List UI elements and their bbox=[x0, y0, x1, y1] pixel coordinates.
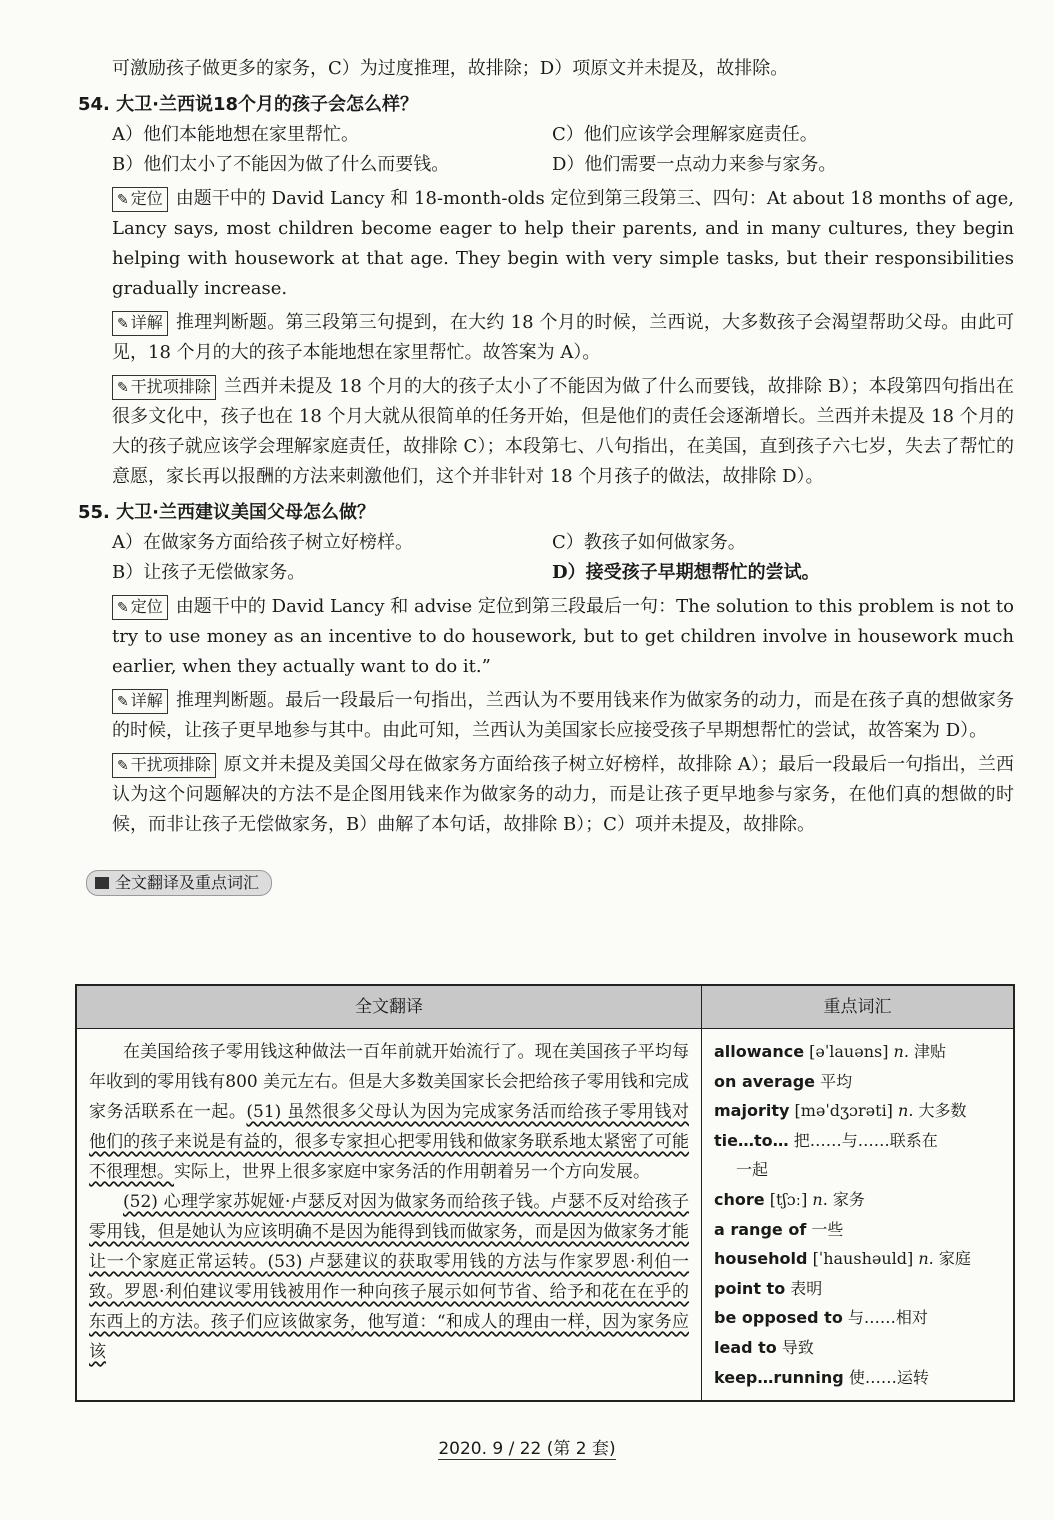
vocab-meaning: 表明 bbox=[790, 1278, 823, 1298]
vocab-phonetic: [tʃɔː] bbox=[769, 1189, 813, 1209]
locate-tag: ✎ 定位 bbox=[112, 187, 168, 212]
vocab-pos: n. bbox=[898, 1101, 919, 1121]
q55-explain bbox=[78, 686, 1014, 746]
vocab-word: chore bbox=[714, 1189, 765, 1209]
vocab-meaning: 一些 bbox=[811, 1219, 844, 1239]
locate-tag: ✎ 定位 bbox=[112, 595, 168, 620]
pen-icon: ✎ bbox=[117, 758, 129, 774]
explain-tag: ✎ 详解 bbox=[112, 311, 168, 336]
distract-tag: ✎ 干扰项排除 bbox=[112, 753, 216, 778]
q54-option-c: C）他们应该学会理解家庭责任。 bbox=[552, 124, 818, 145]
vocab-pos: n. bbox=[893, 1042, 915, 1061]
translation-paragraph-2: (52) 心理学家苏妮娅·卢瑟反对因为做家务而给孩子钱。卢瑟不反对给孩子零用钱，但是她认为应该明确不是因为能得到钱而做家务，而是因为做家务才能让一个家庭正常运转。(53) 卢瑟建议的获取零用钱的方法与作家罗恩·利伯一致。罗恩·利伯建议零用钱被用作一种向孩子展示如何节省、给予和花在在乎的东西上的方法。孩子们应该做家务，他写道：“和成人的理由一样，因为家务应该 bbox=[89, 1192, 690, 1362]
pen-icon: ✎ bbox=[117, 694, 129, 710]
q54-title: 54. 大卫·兰西说18个月的孩子会怎么样？ bbox=[78, 94, 419, 115]
q54-distract-text: 兰西并未提及 18 个月的大的孩子太小了不能因为做了什么而要钱，故排除 B）；本段第四句指出在很多文化中，孩子也在 18 个月大就从很简单的任务开始，但是他们的责任会逐渐增长。兰西并未提及 18 个月的大的孩子就应该学会理解家庭责任，故排除 C）；本段第七、八句指出，在美国，直到孩子六七岁，失去了帮忙的意愿，家长再以报酬的方法来刺激他们，这个并非针对 18 个月孩子的做法，故排除 D）。 bbox=[112, 376, 1014, 487]
vocab-meaning: 平均 bbox=[820, 1071, 853, 1091]
q55-explain-text: 推理判断题。最后一段最后一句指出，兰西认为不要用钱来作为做家务的动力，而是在孩子真的想做家务的时候，让孩子更早地参与其中。由此可知，兰西认为美国家长应接受孩子早期想帮忙的尝试，故答案为 D）。 bbox=[112, 690, 1014, 741]
column-header-vocabulary: 重点词汇 bbox=[702, 985, 1015, 1029]
vocab-meaning: 导致 bbox=[781, 1337, 814, 1357]
vocab-word: a range of bbox=[714, 1219, 807, 1239]
vocab-word: be opposed to bbox=[714, 1308, 843, 1328]
vocab-meaning: 家务 bbox=[832, 1189, 865, 1209]
q55-option-a: A）在做家务方面给孩子树立好榜样。 bbox=[112, 532, 413, 553]
vocab-word: tie…to… bbox=[714, 1130, 789, 1150]
vocab-word: keep…running bbox=[714, 1367, 844, 1387]
q54-distract bbox=[78, 372, 1014, 492]
pen-icon: ✎ bbox=[117, 316, 129, 332]
q55-option-c: C）教孩子如何做家务。 bbox=[552, 532, 746, 553]
q55-locate-text: 由题干中的 David Lancy 和 advise 定位到第三段最后一句：The solution to this problem is not to try to use money as an incentive to do housework, but to get children involve in housework much earlier, when they actually want to do it.” bbox=[112, 596, 1014, 677]
vocab-item bbox=[714, 1185, 1001, 1215]
q54-option-a: A）他们本能地想在家里帮忙。 bbox=[112, 124, 359, 145]
vocabulary-list bbox=[714, 1037, 1001, 1392]
vocab-item bbox=[714, 1274, 1001, 1304]
vocab-item bbox=[714, 1333, 1001, 1363]
vocab-word: point to bbox=[714, 1278, 786, 1298]
q55-option-d: D）接受孩子早期想帮忙的尝试。 bbox=[552, 562, 820, 583]
vocab-meaning: 一起 bbox=[736, 1160, 769, 1180]
vocab-item bbox=[714, 1155, 1001, 1185]
column-header-translation: 全文翻译 bbox=[76, 985, 702, 1029]
vocab-item bbox=[714, 1244, 1001, 1274]
vocab-item bbox=[714, 1067, 1001, 1097]
content bbox=[78, 54, 1014, 898]
vocab-item bbox=[714, 1215, 1001, 1245]
pen-icon: ✎ bbox=[117, 380, 129, 396]
vocab-pos: n. bbox=[812, 1189, 833, 1209]
translation-table bbox=[75, 984, 1015, 1402]
translation-paragraph-1: 在美国给孩子零用钱这种做法一百年前就开始流行了。现在美国孩子平均每年收到的零用钱有800 美元左右。但是大多数美国家长会把给孩子零用钱和完成家务活联系在一起。(51) 虽然很多父母认为因为完成家务活而给孩子零用钱对他们的孩子来说是有益的，很多专家担心把零用钱和做家务联系地太紧密了可能不很理想。实际上，世界上很多家庭中家务活的作用朝着另一个方向发展。 bbox=[89, 1042, 689, 1182]
vocab-phonetic: [əˈlauəns] bbox=[809, 1042, 894, 1061]
vocab-item bbox=[714, 1126, 1001, 1156]
vocab-word: majority bbox=[714, 1101, 790, 1121]
q54-explain-text: 推理判断题。第三段第三句提到，在大约 18 个月的时候，兰西说，大多数孩子会渴望帮助父母。由此可见，18 个月的大的孩子本能地想在家里帮忙。故答案为 A）。 bbox=[112, 312, 1014, 363]
distract-tag: ✎ 干扰项排除 bbox=[112, 375, 216, 400]
book-icon bbox=[95, 877, 109, 889]
vocab-meaning: 家庭 bbox=[938, 1249, 971, 1269]
q55-distract bbox=[78, 750, 1014, 840]
vocab-item bbox=[714, 1363, 1001, 1393]
explain-tag: ✎ 详解 bbox=[112, 689, 168, 714]
q54-options bbox=[78, 120, 1014, 180]
pen-icon: ✎ bbox=[117, 192, 129, 208]
section-header: 全文翻译及重点词汇 bbox=[86, 870, 272, 896]
vocab-phonetic: [ˈhaushəuld] bbox=[812, 1249, 919, 1269]
vocabulary-cell bbox=[702, 1029, 1015, 1402]
vocab-meaning: 与……相对 bbox=[847, 1308, 928, 1328]
q55-options bbox=[78, 528, 1014, 588]
vocab-phonetic: [məˈdʒɔrəti] bbox=[794, 1101, 899, 1121]
q54-option-b: B）他们太小了不能因为做了什么而要钱。 bbox=[112, 154, 450, 175]
vocab-item bbox=[714, 1037, 1001, 1067]
vocab-word: allowance bbox=[714, 1042, 805, 1061]
q54-locate bbox=[78, 184, 1014, 304]
q54-explain bbox=[78, 308, 1014, 368]
pen-icon: ✎ bbox=[117, 600, 129, 616]
vocab-meaning: 大多数 bbox=[918, 1101, 967, 1121]
vocab-word: on average bbox=[714, 1071, 816, 1091]
vocab-pos: n. bbox=[918, 1249, 939, 1269]
translation-cell bbox=[76, 1029, 702, 1402]
vocab-meaning: 使……运转 bbox=[848, 1367, 929, 1387]
q55-locate bbox=[78, 592, 1014, 682]
intro-line: 可激励孩子做更多的家务，C）为过度推理，故排除；D）项原文并未提及，故排除。 bbox=[112, 58, 789, 79]
q55-title: 55. 大卫·兰西建议美国父母怎么做？ bbox=[78, 502, 375, 523]
vocab-meaning: 把……与……联系在 bbox=[793, 1130, 938, 1150]
q55-option-b: B）让孩子无偿做家务。 bbox=[112, 562, 306, 583]
q54-option-d: D）他们需要一点动力来参与家务。 bbox=[552, 154, 837, 175]
q55-distract-text: 原文并未提及美国父母在做家务方面给孩子树立好榜样，故排除 A）；最后一段最后一句指出，兰西认为这个问题解决的方法不是企图用钱来作为做家务的动力，而是让孩子更早地参与家务，在他们真的想做的时候，而非让孩子无偿做家务，B）曲解了本句话，故排除 B）；C）项并未提及，故排除。 bbox=[112, 754, 1014, 835]
vocab-word: lead to bbox=[714, 1337, 777, 1357]
q54-locate-text: 由题干中的 David Lancy 和 18-month-olds 定位到第三段第三、四句：At about 18 months of age, Lancy says, most children become eager to help their parents, and in many cultures, they begin helping with housework at that age. They begin with very simple tasks, but their responsibilities gradually increase. bbox=[112, 188, 1014, 299]
vocab-item bbox=[714, 1096, 1001, 1126]
vocab-meaning: 津贴 bbox=[914, 1042, 947, 1061]
vocab-item bbox=[714, 1303, 1001, 1333]
vocab-word: household bbox=[714, 1249, 808, 1269]
page-footer: 2020. 9 / 22 (第 2 套) bbox=[438, 1439, 616, 1459]
